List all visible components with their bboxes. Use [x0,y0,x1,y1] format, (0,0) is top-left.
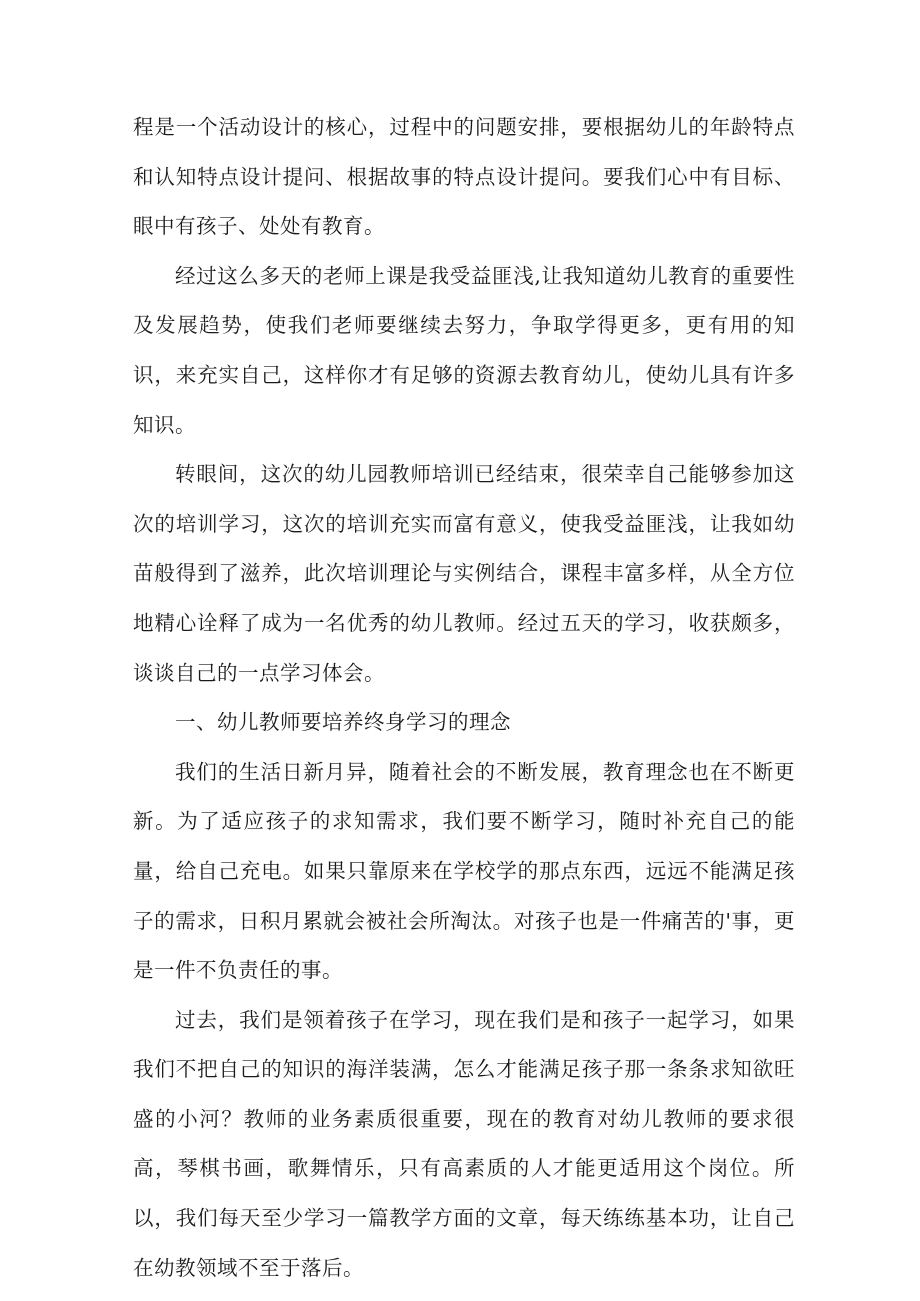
document-body [133,103,795,1293]
paragraph-keep-learning: 我们的生活日新月异，随着社会的不断发展，教育理念也在不断更新。为了适应孩子的求知需求，我们要不断学习，随时补充自己的能量，给自己充电。如果只靠原来在学校学的那点东西，远远不能满足孩子的需求，日积月累就会被社会所淘汰。对孩子也是一件痛苦的'事，更是一件不负责任的事。 [133,759,795,983]
paragraph-lecture-benefit: 经过这么多天的老师上课是我受益匪浅,让我知道幼儿教育的重要性及发展趋势，使我们老师要继续去努力，争取学得更多，更有用的知识，来充实自己，这样你才有足够的资源去教育幼儿，使幼儿具有许多知识。 [133,263,795,437]
paragraph-training-summary: 转眼间，这次的幼儿园教师培训已经结束，很荣幸自己能够参加这次的培训学习，这次的培训充实而富有意义，使我受益匪浅，让我如幼苗般得到了滋养，此次培训理论与实例结合，课程丰富多样，从全方位地精心诠释了成为一名优秀的幼儿教师。经过五天的学习，收获颇多，谈谈自己的一点学习体会。 [133,462,795,685]
paragraph-teacher-quality: 过去，我们是领着孩子在学习，现在我们是和孩子一起学习，如果我们不把自己的知识的海洋装满，怎么才能满足孩子那一条条求知欲旺盛的小河？教师的业务素质很重要，现在的教育对幼儿教师的要求很高，琴棋书画，歌舞情乐，只有高素质的人才能更适用这个岗位。所以，我们每天至少学习一篇教学方面的文章，每天练练基本功，让自己在幼教领域不至于落后。 [133,1007,795,1280]
paragraph-continuation: 程是一个活动设计的核心，过程中的问题安排，要根据幼儿的年龄特点和认知特点设计提问、根据故事的特点设计提问。要我们心中有目标、眼中有孩子、处处有教育。 [133,115,795,239]
section-heading-lifelong-learning: 一、幼儿教师要培养终身学习的理念 [175,710,511,735]
